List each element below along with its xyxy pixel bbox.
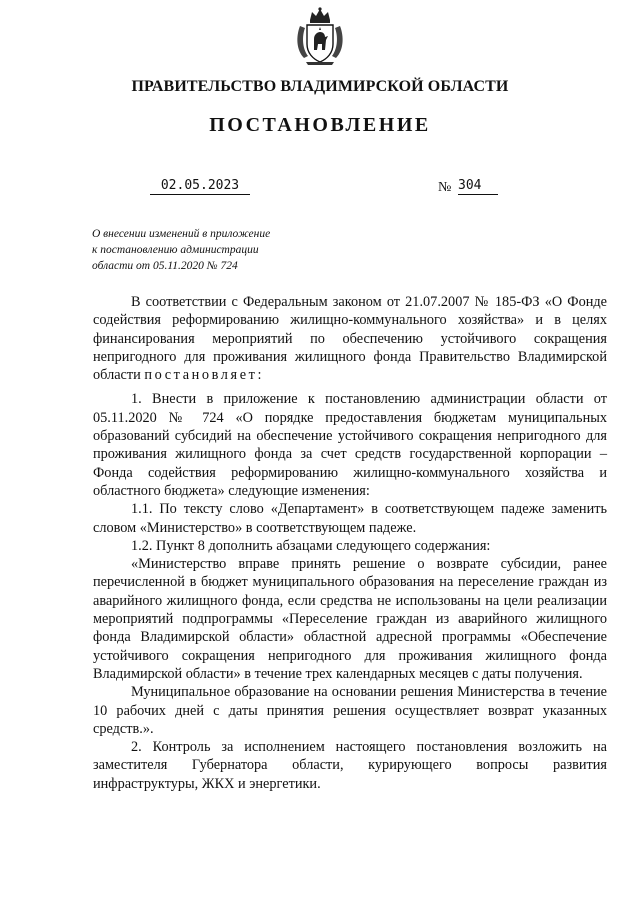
- paragraph-quote-2: Муниципальное образование на основании решения Министерства в течение 10 рабочих дней с даты принятия решения осуществляет возврат указанных средств.».: [93, 684, 607, 737]
- paragraph-item-1-1: 1.1. По тексту слово «Департамент» в соответствующем падеже заменить словом «Министерство» в соответствующем падеже.: [93, 501, 607, 536]
- document-number: 304: [458, 178, 498, 195]
- paragraph-item-1-2: 1.2. Пункт 8 дополнить абзацами следующего содержания:: [131, 537, 491, 554]
- paragraph-item-2: 2. Контроль за исполнением настоящего постановления возложить на заместителя Губернатора области, курирующего вопросы развития инфраструктуры, ЖКХ и энергетики.: [93, 739, 607, 792]
- paragraph-quote-1: «Министерство вправе принять решение о возврате субсидии, ранее перечисленной в бюджет муниципального образования на переселение граждан из аварийного жилищного фонда, если средства не использованы на цели реализации мероприятий подпрограммы «Переселение граждан из аварийного жилищного фонда Владимирской области» областной адресной программы «Обеспечение устойчивого сокращения непригодного для проживания жилищного фонда Владимирской области» в течение трех календарных месяцев с даты получения.: [93, 556, 607, 682]
- document-subject: [92, 226, 322, 274]
- document-type-title: ПОСТАНОВЛЕНИЕ: [209, 114, 431, 136]
- coat-of-arms-icon: [292, 6, 348, 66]
- paragraph-preamble: [93, 293, 607, 384]
- subject-line: области от 05.11.2020 № 724: [92, 260, 238, 272]
- decree-word: постановляет:: [144, 367, 265, 384]
- organization-title: ПРАВИТЕЛЬСТВО ВЛАДИМИРСКОЙ ОБЛАСТИ: [131, 78, 509, 95]
- document-date: 02.05.2023: [150, 178, 250, 195]
- preamble-text: В соответствии с Федеральным законом от 21.07.2007 № 185-ФЗ «О Фонде содействия реформированию жилищно-коммунального хозяйства» и в целях финансирования мероприятий по обеспечению устойчивого сокращения непригодного для проживания жилищного фонда Правительство Владимирской области: [93, 294, 607, 384]
- document-body: [93, 293, 607, 793]
- paragraph-item-1: 1. Внести в приложение к постановлению администрации области от 05.11.2020 № 724 «О порядке предоставления бюджетам муниципальных образований субсидий на обеспечение устойчивого сокращения непригодного для проживания жилищного фонда за счет средств государственной корпорации – Фонда содействия реформированию жилищно-коммунального хозяйства и областного бюджета» следующие изменения:: [93, 391, 607, 499]
- number-sign: №: [438, 180, 452, 195]
- subject-line: О внесении изменений в приложение: [92, 228, 271, 240]
- subject-line: к постановлению администрации: [92, 244, 259, 256]
